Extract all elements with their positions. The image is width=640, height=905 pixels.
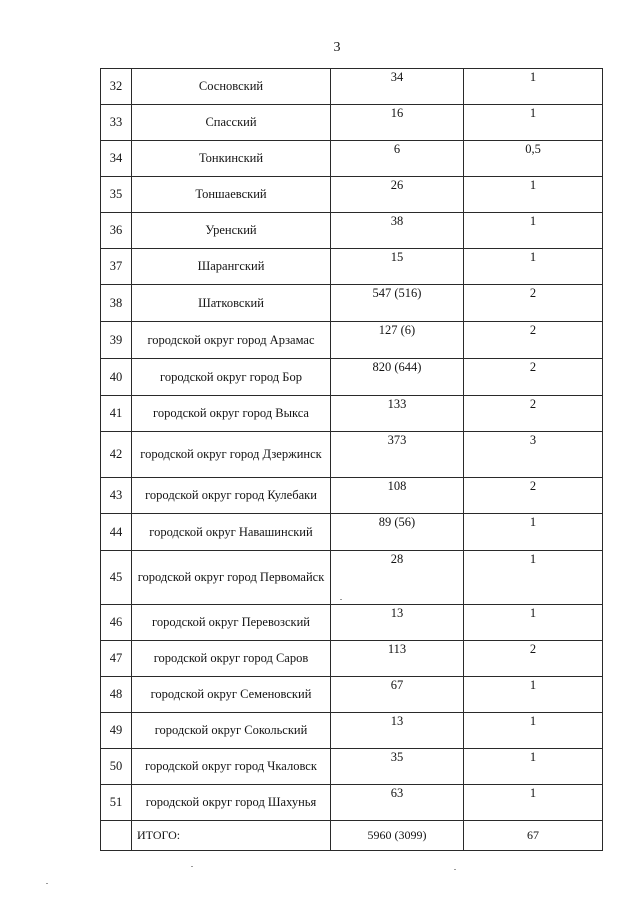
table-row bbox=[101, 249, 603, 285]
row-value: 28 bbox=[331, 551, 464, 605]
row-value: 6 bbox=[331, 141, 464, 177]
row-rate: 2 bbox=[464, 478, 603, 514]
row-rate: 1 bbox=[464, 213, 603, 249]
scan-speck bbox=[46, 883, 48, 884]
districts-table bbox=[100, 68, 603, 851]
district-name: Уренский bbox=[132, 213, 331, 249]
table-row bbox=[101, 69, 603, 105]
scan-speck bbox=[340, 599, 342, 600]
row-number: 43 bbox=[101, 478, 132, 514]
row-number: 38 bbox=[101, 285, 132, 322]
row-number: 48 bbox=[101, 677, 132, 713]
district-name: городской округ Сокольский bbox=[132, 713, 331, 749]
row-number: 37 bbox=[101, 249, 132, 285]
row-number: 42 bbox=[101, 432, 132, 478]
row-rate: 1 bbox=[464, 69, 603, 105]
scan-speck bbox=[454, 869, 456, 870]
table-row bbox=[101, 396, 603, 432]
table-row bbox=[101, 141, 603, 177]
row-value: 13 bbox=[331, 713, 464, 749]
row-rate: 0,5 bbox=[464, 141, 603, 177]
table-row bbox=[101, 605, 603, 641]
row-value: 13 bbox=[331, 605, 464, 641]
district-name: Шарангский bbox=[132, 249, 331, 285]
row-number: 40 bbox=[101, 359, 132, 396]
row-value: 67 bbox=[331, 677, 464, 713]
table-row bbox=[101, 713, 603, 749]
row-number: 49 bbox=[101, 713, 132, 749]
total-number-cell bbox=[101, 821, 132, 851]
district-name: городской округ город Бор bbox=[132, 359, 331, 396]
district-name: Шатковский bbox=[132, 285, 331, 322]
district-name: Сосновский bbox=[132, 69, 331, 105]
row-rate: 1 bbox=[464, 105, 603, 141]
total-value: 5960 (3099) bbox=[331, 821, 464, 851]
table-row bbox=[101, 177, 603, 213]
row-rate: 1 bbox=[464, 713, 603, 749]
row-number: 32 bbox=[101, 69, 132, 105]
row-number: 34 bbox=[101, 141, 132, 177]
district-name: Тоншаевский bbox=[132, 177, 331, 213]
row-number: 47 bbox=[101, 641, 132, 677]
table-row bbox=[101, 514, 603, 551]
row-value: 133 bbox=[331, 396, 464, 432]
row-number: 36 bbox=[101, 213, 132, 249]
total-rate: 67 bbox=[464, 821, 603, 851]
row-number: 45 bbox=[101, 551, 132, 605]
row-rate: 1 bbox=[464, 749, 603, 785]
row-number: 41 bbox=[101, 396, 132, 432]
row-rate: 2 bbox=[464, 396, 603, 432]
row-rate: 1 bbox=[464, 514, 603, 551]
row-value: 34 bbox=[331, 69, 464, 105]
district-name: городской округ Перевозский bbox=[132, 605, 331, 641]
row-value: 127 (6) bbox=[331, 322, 464, 359]
row-number: 44 bbox=[101, 514, 132, 551]
row-value: 373 bbox=[331, 432, 464, 478]
table-row bbox=[101, 322, 603, 359]
district-name: городской округ город Шахунья bbox=[132, 785, 331, 821]
row-rate: 1 bbox=[464, 605, 603, 641]
row-rate: 2 bbox=[464, 641, 603, 677]
page-number: 3 bbox=[333, 40, 341, 55]
table-row bbox=[101, 478, 603, 514]
table-row bbox=[101, 641, 603, 677]
district-name: городской округ Семеновский bbox=[132, 677, 331, 713]
row-rate: 1 bbox=[464, 551, 603, 605]
row-value: 16 bbox=[331, 105, 464, 141]
row-value: 820 (644) bbox=[331, 359, 464, 396]
row-number: 39 bbox=[101, 322, 132, 359]
row-rate: 2 bbox=[464, 285, 603, 322]
district-name: городской округ город Кулебаки bbox=[132, 478, 331, 514]
row-value: 15 bbox=[331, 249, 464, 285]
row-value: 63 bbox=[331, 785, 464, 821]
table-row bbox=[101, 213, 603, 249]
table-row bbox=[101, 551, 603, 605]
row-number: 50 bbox=[101, 749, 132, 785]
row-rate: 1 bbox=[464, 249, 603, 285]
district-name: Спасский bbox=[132, 105, 331, 141]
district-name: городской округ город Дзержинск bbox=[132, 432, 331, 478]
row-value: 547 (516) bbox=[331, 285, 464, 322]
table-row bbox=[101, 105, 603, 141]
district-name: городской округ Навашинский bbox=[132, 514, 331, 551]
row-value: 35 bbox=[331, 749, 464, 785]
district-name: Тонкинский bbox=[132, 141, 331, 177]
row-rate: 2 bbox=[464, 322, 603, 359]
table-row bbox=[101, 359, 603, 396]
district-name: городской округ город Выкса bbox=[132, 396, 331, 432]
row-number: 35 bbox=[101, 177, 132, 213]
district-name: городской округ город Арзамас bbox=[132, 322, 331, 359]
district-name: городской округ город Саров bbox=[132, 641, 331, 677]
row-value: 26 bbox=[331, 177, 464, 213]
row-number: 33 bbox=[101, 105, 132, 141]
row-value: 108 bbox=[331, 478, 464, 514]
row-value: 38 bbox=[331, 213, 464, 249]
district-name: городской округ город Чкаловск bbox=[132, 749, 331, 785]
total-row bbox=[101, 821, 603, 851]
row-number: 46 bbox=[101, 605, 132, 641]
row-value: 89 (56) bbox=[331, 514, 464, 551]
row-number: 51 bbox=[101, 785, 132, 821]
row-value: 113 bbox=[331, 641, 464, 677]
row-rate: 3 bbox=[464, 432, 603, 478]
table-row bbox=[101, 749, 603, 785]
row-rate: 1 bbox=[464, 177, 603, 213]
table-row bbox=[101, 285, 603, 322]
row-rate: 1 bbox=[464, 785, 603, 821]
table-row bbox=[101, 432, 603, 478]
row-rate: 2 bbox=[464, 359, 603, 396]
table-row bbox=[101, 677, 603, 713]
district-name: городской округ город Первомайск bbox=[132, 551, 331, 605]
total-label: ИТОГО: bbox=[132, 821, 331, 851]
row-rate: 1 bbox=[464, 677, 603, 713]
scan-speck bbox=[191, 866, 193, 867]
table-row bbox=[101, 785, 603, 821]
